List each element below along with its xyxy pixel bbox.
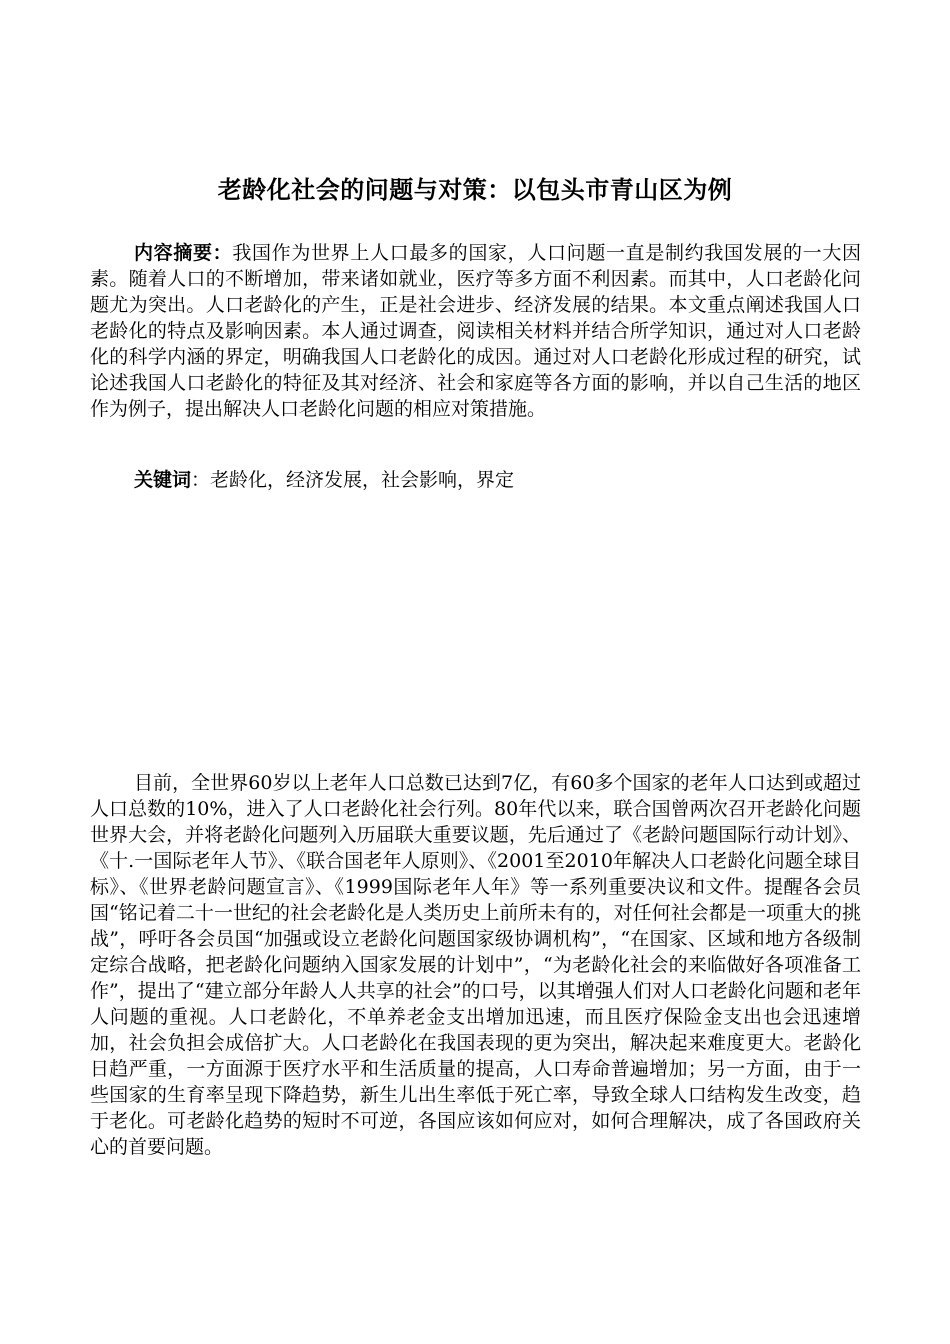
keywords-paragraph (90, 467, 861, 493)
keywords-section (90, 467, 861, 493)
abstract-section (90, 240, 861, 422)
body-section (90, 770, 861, 1160)
abstract-text: 我国作为世界上人口最多的国家，人口问题一直是制约我国发展的一大因素。随着人口的不断增加，带来诸如就业，医疗等多方面不利因素。而其中，人口老龄化问题尤为突出。人口老龄化的产生，正是社会进步、经济发展的结果。本文重点阐述我国人口老龄化的特点及影响因素。本人通过调查，阅读相关材料并结合所学知识，通过对人口老龄化的科学内涵的界定，明确我国人口老龄化的成因。通过对人口老龄化形成过程的研究，试论述我国人口老龄化的特征及其对经济、社会和家庭等各方面的影响，并以自己生活的地区作为例子，提出解决人口老龄化问题的相应对策措施。 (90, 242, 861, 420)
keywords-text: ：老龄化，经济发展，社会影响，界定 (191, 469, 515, 491)
document-title: 老龄化社会的问题与对策：以包头市青山区为例 (217, 175, 733, 204)
keywords-label: 关键词 (134, 469, 192, 491)
abstract-label: 内容摘要： (134, 242, 233, 264)
abstract-paragraph (90, 240, 861, 422)
body-paragraph: 目前，全世界60岁以上老年人口总数已达到7亿，有60多个国家的老年人口达到或超过人口总数的10%，进入了人口老龄化社会行列。80年代以来，联合国曾两次召开老龄化问题世界大会，并将老龄化问题列入历届联大重要议题，先后通过了《老龄问题国际行动计划》、《十.一国际老年人节》、《联合国老年人原则》、《2001至2010年解决人口老龄化问题全球目标》、《世界老龄问题宣言》、《1999国际老年人年》等一系列重要决议和文件。提醒各会员国“铭记着二十一世纪的社会老龄化是人类历史上前所未有的，对任何社会都是一项重大的挑战”，呼吁各会员国“加强或设立老龄化问题国家级协调机构”，“在国家、区域和地方各级制定综合战略，把老龄化问题纳入国家发展的计划中”，“为老龄化社会的来临做好各项准备工作”，提出了“建立部分年龄人人共享的社会”的口号，以其增强人们对人口老龄化问题和老年人问题的重视。人口老龄化，不单养老金支出增加迅速，而且医疗保险金支出也会迅速增加，社会负担会成倍扩大。人口老龄化在我国表现的更为突出，解决起来难度更大。老龄化日趋严重，一方面源于医疗水平和生活质量的提高，人口寿命普遍增加；另一方面，由于一些国家的生育率呈现下降趋势，新生儿出生率低于死亡率，导致全球人口结构发生改变，趋于老化。可老龄化趋势的短时不可逆，各国应该如何应对，如何合理解决，成了各国政府关心的首要问题。 (90, 772, 861, 1158)
